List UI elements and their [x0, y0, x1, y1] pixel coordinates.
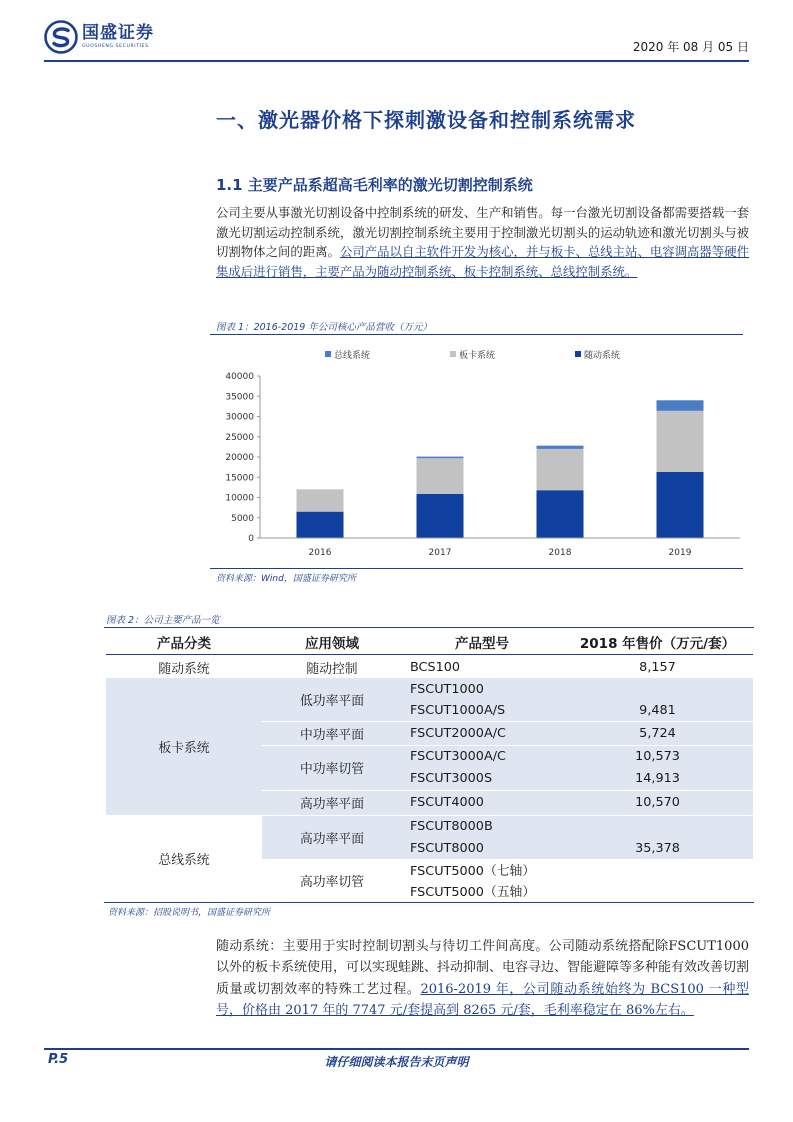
bar-segment: [657, 400, 704, 411]
price-cell: 5,724: [639, 725, 676, 741]
model-cell: BCS100: [410, 659, 461, 675]
report-date: 2020 年 08 月 05 日: [632, 40, 749, 54]
y-tick-label: 5000: [231, 513, 254, 524]
category-card: 板卡系统: [158, 741, 210, 756]
category-bus: 总线系统: [158, 852, 210, 868]
price-cell: 10,573: [635, 748, 680, 764]
app-cell: 高功率平面: [300, 797, 364, 812]
figure1-top-rule: [210, 334, 743, 335]
x-tick-label: 2017: [428, 548, 452, 558]
figure1-bottom-rule: [210, 568, 743, 569]
price-cell: 10,570: [635, 795, 680, 810]
price-cell: 35,378: [635, 840, 680, 856]
model-cell: FSCUT2000A/C: [410, 725, 506, 741]
bar-segment: [417, 457, 464, 459]
price-cell: 14,913: [635, 771, 680, 786]
price-cell: 9,481: [639, 703, 676, 718]
footer-rule: [44, 1048, 749, 1050]
header-application: 应用领域: [305, 636, 359, 652]
page-number: P.5: [48, 1052, 69, 1067]
bar-segment: [297, 512, 344, 538]
product-table: [106, 629, 753, 901]
intro-paragraph: [216, 203, 749, 281]
bar-segment: [537, 449, 584, 490]
model-cell: FSCUT8000: [410, 840, 484, 856]
figure2-top-rule: [104, 627, 754, 628]
follow-highlight: 2016-2019 年，公司随动系统始终为 BCS100 一种型号，价格由 2017 年的 7747 元/套提高到 8265 元/套，毛利率稳定在 86%左右。: [216, 981, 749, 1019]
app-cell: 中功率平面: [300, 727, 364, 743]
table-header-rule: [106, 654, 753, 655]
intro-highlight: 公司产品以自主软件开发为核心，并与板卡、总线主站、电容调高器等硬件集成后进行销售，主要产品为随动控制系统、板卡控制系统、总线控制系统。: [216, 244, 750, 279]
app-cell: 中功率切管: [300, 762, 364, 777]
price-cell: 8,157: [639, 659, 676, 675]
bar-segment: [537, 446, 584, 449]
revenue-chart: [210, 340, 743, 568]
section-title: 一、激光器价格下探刺激设备和控制系统需求: [216, 108, 636, 132]
header-model: 产品型号: [455, 636, 509, 652]
y-tick-label: 30000: [225, 412, 254, 423]
model-cell: FSCUT1000A/S: [410, 703, 506, 718]
model-cell: FSCUT1000: [410, 681, 484, 697]
app-cell: 高功率切管: [300, 874, 364, 890]
model-cell: FSCUT5000（七轴）: [410, 864, 536, 879]
bar-segment: [297, 489, 344, 511]
category-follow: 随动系统: [158, 661, 210, 677]
model-cell: FSCUT3000A/C: [410, 748, 506, 764]
model-cell: FSCUT3000S: [410, 771, 493, 786]
model-cell: FSCUT5000（五轴）: [410, 885, 536, 900]
x-tick-label: 2016: [308, 548, 332, 558]
figure2-source: 资料来源：招股说明书，国盛证券研究所: [108, 908, 271, 918]
chart-bars: [297, 400, 704, 538]
y-tick-label: 15000: [225, 473, 254, 484]
legend-label: 板卡系统: [459, 351, 496, 361]
subsection-title: 1.1 主要产品系超高毛利率的激光切割控制系统: [216, 176, 533, 194]
figure1-source: 资料来源：Wind，国盛证券研究所: [216, 574, 356, 584]
legend-swatch: [575, 351, 581, 357]
table-header-row: [106, 629, 753, 655]
bar-segment: [537, 490, 584, 538]
header-category: 产品分类: [157, 636, 211, 652]
logo-name: 国盛证券: [82, 23, 154, 43]
model-cell: FSCUT8000B: [410, 818, 493, 834]
y-tick-label: 25000: [225, 432, 254, 443]
bar-segment: [657, 472, 704, 538]
figure2-caption: 图表 2：公司主要产品一览: [106, 615, 220, 626]
follow-text: 随动系统：主要用于实时控制切割头与待切工件间高度。公司随动系统搭配除FSCUT1000 以外的板卡系统使用，可以实现蛙跳、抖动抑制、电容寻边、智能避障等多种能有效改善切割质量或切割效率的特殊工艺过程。: [216, 939, 750, 997]
x-tick-label: 2018: [548, 548, 572, 558]
y-tick-label: 20000: [225, 453, 254, 463]
company-logo: [44, 20, 154, 54]
logo-english: GUOSHENG SECURITIES: [82, 44, 149, 49]
chart-x-axis: [260, 538, 740, 558]
figure2-bottom-rule: [104, 902, 754, 903]
y-tick-label: 35000: [225, 392, 254, 403]
intro-text: 公司主要从事激光切割设备中控制系统的研发、生产和销售。每一台激光切割设备都需要搭载一套激光切割运动控制系统，激光切割控制系统主要用于控制激光切割头的运动轨迹和激光切割头与被切割物体之间的距离。: [216, 205, 749, 260]
header-price: 2018 年售价（万元/套）: [579, 636, 736, 652]
legend-swatch: [325, 351, 331, 357]
app-cell: 高功率平面: [300, 831, 364, 847]
model-cell: FSCUT4000: [410, 795, 484, 810]
bar-segment: [657, 411, 704, 472]
bar-segment: [417, 458, 464, 494]
header-rule: [44, 60, 749, 62]
y-tick-label: 10000: [225, 493, 254, 504]
legend-swatch: [450, 351, 456, 357]
x-tick-label: 2019: [668, 548, 692, 558]
bar-segment: [417, 494, 464, 538]
figure1-caption: 图表 1：2016-2019 年公司核心产品营收（万元）: [216, 322, 432, 333]
chart-y-axis: [225, 372, 260, 544]
app-cell: 低功率平面: [300, 694, 364, 709]
legend-label: 总线系统: [334, 351, 371, 361]
y-tick-label: 0: [248, 534, 254, 544]
chart-legend: [325, 349, 620, 361]
follow-system-paragraph: [216, 936, 749, 1022]
y-tick-label: 40000: [225, 372, 254, 382]
footer-disclaimer: 请仔细阅读本报告末页声明: [324, 1055, 469, 1069]
app-cell: 随动控制: [306, 661, 358, 677]
legend-label: 随动系统: [584, 351, 621, 361]
logo-mark-icon: [44, 20, 78, 54]
